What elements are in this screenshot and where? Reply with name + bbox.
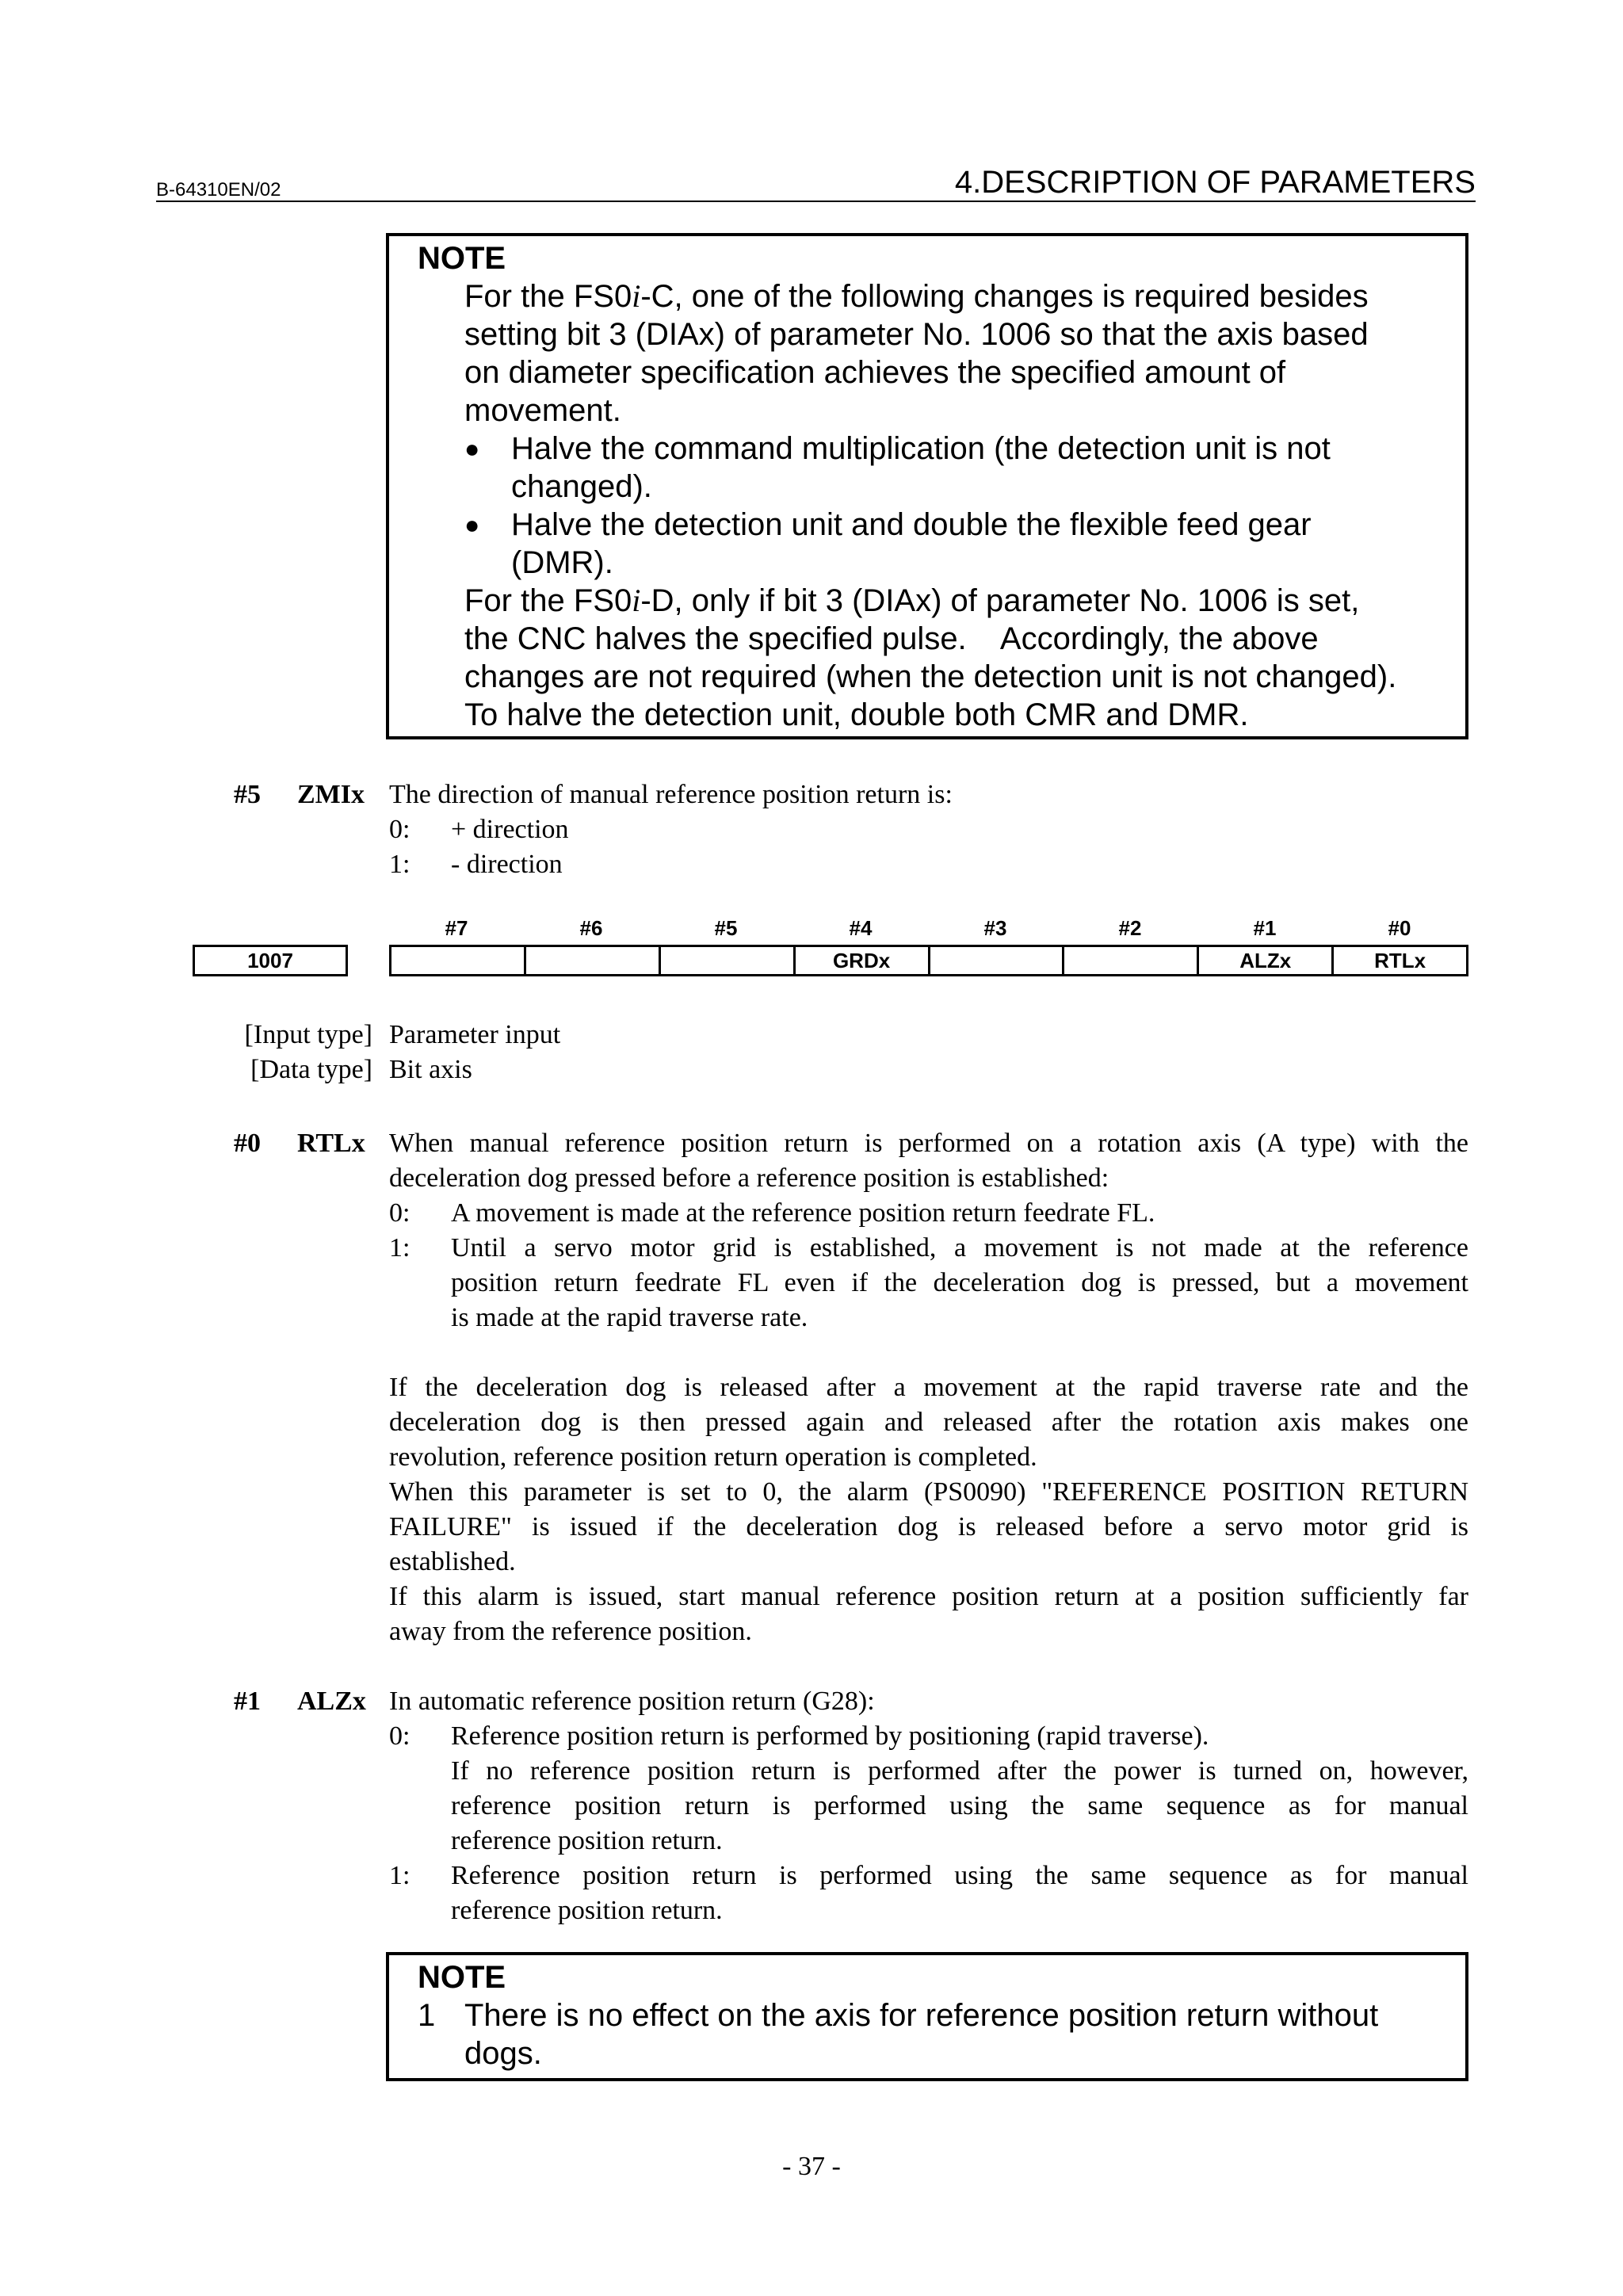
note-line: on diameter specification achieves the specified amount of — [464, 355, 1286, 390]
parameter-number: 1007 — [193, 945, 348, 976]
section-title: 4.DESCRIPTION OF PARAMETERS — [954, 165, 1476, 200]
note-box-2 — [386, 1952, 1468, 2081]
bit-number: #0 — [234, 1129, 261, 1158]
bit-cell — [1062, 947, 1197, 974]
data-type-value: Bit axis — [389, 1055, 472, 1084]
input-type-label: [Input type] — [244, 1020, 372, 1049]
page-number: - 37 - — [782, 2152, 841, 2181]
header-rule — [156, 201, 1476, 202]
bullet-line: Halve the detection unit and double the flexible feed gear — [511, 507, 1312, 542]
option-text: Until a servo motor grid is established, a movement is not made at the reference position return feedrate FL even if the deceleration dog is pressed, but a movement is made at the rapid traverse rate. — [451, 1233, 1468, 1332]
bit-cell: RTLx — [1331, 947, 1466, 974]
option-key: 0: — [389, 1198, 411, 1228]
bit-header: #4 — [849, 916, 873, 940]
bullet-icon: ● — [464, 434, 480, 463]
bit-header: #3 — [983, 916, 1007, 940]
input-type-value: Parameter input — [389, 1020, 561, 1049]
bit-cell: GRDx — [793, 947, 928, 974]
bit-description: In automatic reference position return (G28): — [389, 1687, 875, 1716]
bit-cell — [928, 947, 1063, 974]
bit-name: RTLx — [297, 1129, 365, 1158]
option-text: + direction — [451, 815, 569, 844]
bit-description: The direction of manual reference position return is: — [389, 780, 953, 809]
bit-name: ALZx — [297, 1687, 366, 1716]
bit-name: ZMIx — [297, 780, 365, 809]
bit-cell — [659, 947, 793, 974]
bit-header: #2 — [1118, 916, 1142, 940]
option-text: Reference position return is performed using the same sequence as for manual reference position return. — [451, 1861, 1468, 1925]
bit-header: #7 — [445, 916, 468, 940]
note-title: NOTE — [418, 241, 506, 276]
note-line: setting bit 3 (DIAx) of parameter No. 1006 so that the axis based — [464, 317, 1369, 352]
bullet-line: Halve the command multiplication (the detection unit is not — [511, 431, 1331, 466]
bit-row — [389, 945, 1468, 976]
option-key: 0: — [389, 1721, 411, 1751]
bit-number: #1 — [234, 1687, 261, 1716]
bullet-line: (DMR). — [511, 545, 613, 580]
bit-header: #1 — [1253, 916, 1277, 940]
note-line: There is no effect on the axis for reference position return without — [464, 1998, 1379, 2033]
data-type-label: [Data type] — [250, 1055, 372, 1084]
option-key: 1: — [389, 1861, 411, 1890]
bullet-line: changed). — [511, 469, 652, 504]
option-text: - direction — [451, 850, 563, 879]
note-line: For the FS0i-C, one of the following changes is required besides — [464, 278, 1369, 314]
note-line: dogs. — [464, 2036, 542, 2071]
note-line: changes are not required (when the detection unit is not changed). — [464, 659, 1397, 694]
bit-header: #0 — [1388, 916, 1411, 940]
option-text: Reference position return is performed by positioning (rapid traverse). If no reference position return is performed after the power is turned on, however, reference position return is performed using the same sequence as for manual reference position return. — [451, 1721, 1468, 1855]
bit-cell — [524, 947, 659, 974]
note-line: the CNC halves the specified pulse. Accordingly, the above — [464, 621, 1319, 656]
option-text: A movement is made at the reference position return feedrate FL. — [451, 1198, 1155, 1228]
paragraph: If the deceleration dog is released after a movement at the rapid traverse rate and the deceleration dog is then pressed again and released after the rotation axis makes one revolution, reference position return operation is completed. When this parameter is set to 0, the alarm (PS0090) "REFERENCE POSITION RETURN FAILURE" is issued if the deceleration dog is released before a servo motor grid is established. If this alarm is issued, start manual reference position return at a position sufficiently far away from the reference position. — [389, 1373, 1468, 1646]
note-line: movement. — [464, 393, 621, 428]
option-key: 1: — [389, 1233, 411, 1263]
note-line: For the FS0i-D, only if bit 3 (DIAx) of parameter No. 1006 is set, — [464, 583, 1360, 618]
bit-number: #5 — [234, 780, 261, 809]
note-line: To halve the detection unit, double both CMR and DMR. — [464, 697, 1249, 732]
option-key: 0: — [389, 815, 411, 844]
note-item-number: 1 — [418, 1998, 436, 2033]
bullet-icon: ● — [464, 510, 480, 539]
document-code: B-64310EN/02 — [156, 179, 281, 201]
bit-description: When manual reference position return is performed on a rotation axis (A type) with the deceleration dog pressed before a reference position is established: — [389, 1129, 1468, 1193]
option-key: 1: — [389, 850, 411, 879]
note-box-1 — [386, 233, 1468, 739]
bit-header: #5 — [714, 916, 738, 940]
bit-header: #6 — [579, 916, 603, 940]
note-title: NOTE — [418, 1960, 506, 1995]
bit-cell — [391, 947, 524, 974]
bit-cell: ALZx — [1197, 947, 1331, 974]
